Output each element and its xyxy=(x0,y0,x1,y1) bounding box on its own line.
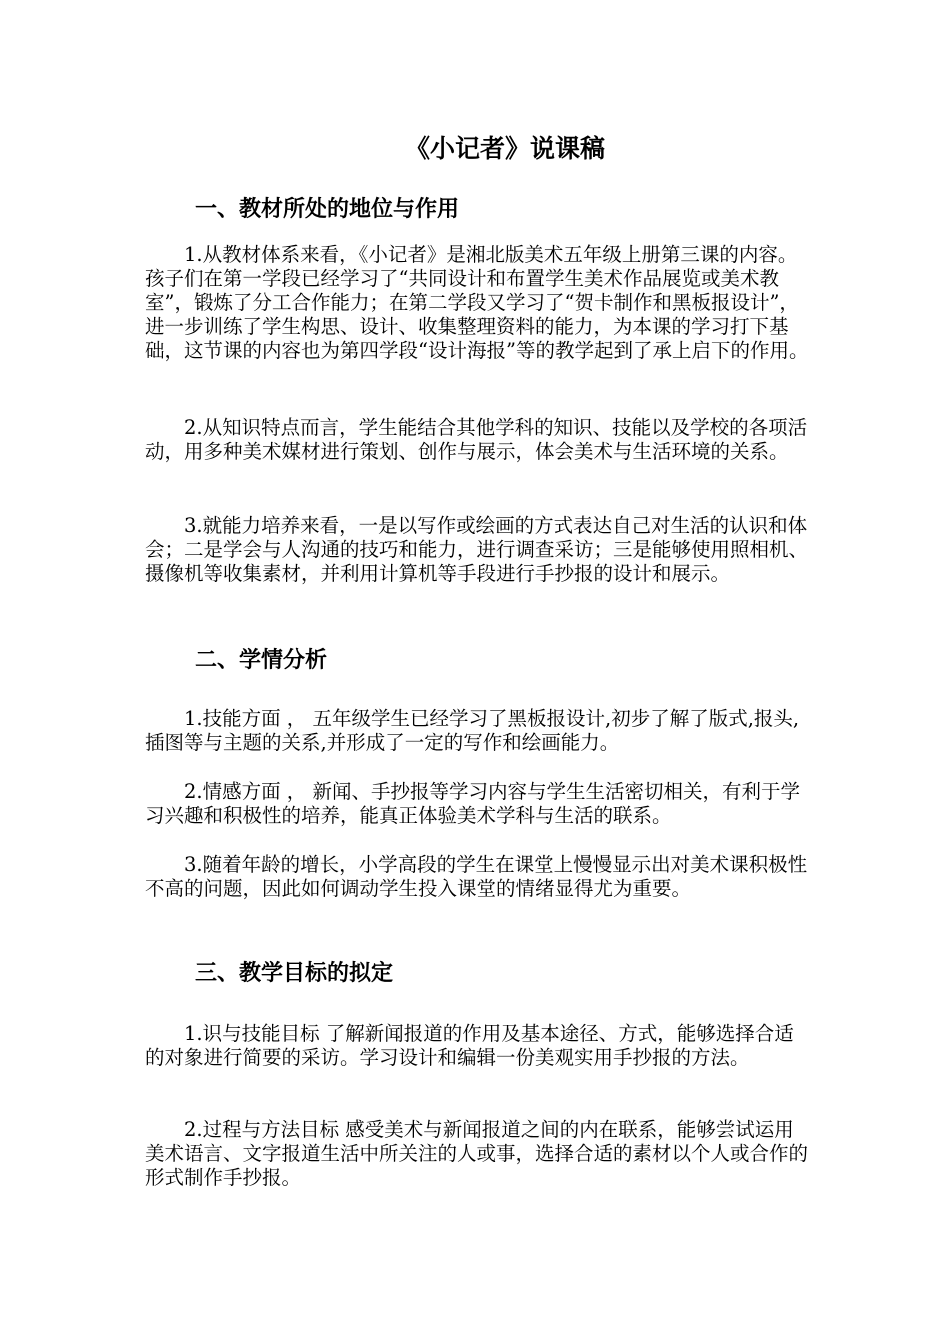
paragraph-curriculum-system: 1.从教材体系来看，《小记者》是湘北版美术五年级上册第三课的内容。孩子们在第一学段已经学习了“共同设计和布置学生美术作品展览或美术教室”，锻炼了分工合作能力；在第二学段又学习了“贺卡制作和黑板报设计”，进一步训练了学生构思、设计、收集整理资料的能力，为本课的学习打下基础，这节课的内容也为第四学段“设计海报”等的教学起到了承上启下的作用。 xyxy=(145,243,809,362)
section-heading-teaching-goals: 三、教学目标的拟定 xyxy=(195,961,394,986)
paragraph-knowledge-skill-goal: 1.识与技能目标 了解新闻报道的作用及基本途径、方式，能够选择合适的对象进行简要的采访。学习设计和编辑一份美观实用手抄报的方法。 xyxy=(145,1022,794,1069)
section-heading-student-analysis: 二、学情分析 xyxy=(195,648,328,673)
paragraph-knowledge-features: 2.从知识特点而言，学生能结合其他学科的知识、技能以及学校的各项活动，用多种美术媒材进行策划、创作与展示，体会美术与生活环境的关系。 xyxy=(145,416,808,463)
section-heading-position-role: 一、教材所处的地位与作用 xyxy=(195,197,460,222)
paragraph-emotion: 2.情感方面 ， 新闻、手抄报等学习内容与学生生活密切相关，有利于学习兴趣和积极性的培养，能真正体验美术学科与生活的联系。 xyxy=(145,780,801,827)
paragraph-ability-training: 3.就能力培养来看，一是以写作或绘画的方式表达自己对生活的认识和体会；二是学会与人沟通的技巧和能力，进行调查采访；三是能够使用照相机、摄像机等收集素材，并利用计算机等手段进行手抄报的设计和展示。 xyxy=(145,514,809,585)
paragraph-age-growth: 3.随着年龄的增长，小学高段的学生在课堂上慢慢显示出对美术课积极性不高的问题，因此如何调动学生投入课堂的情绪显得尤为重要。 xyxy=(145,853,808,900)
paragraph-skills: 1.技能方面 ， 五年级学生已经学习了黑板报设计,初步了解了版式,报头,插图等与主题的关系,并形成了一定的写作和绘画能力。 xyxy=(145,707,800,754)
paragraph-process-method-goal: 2.过程与方法目标 感受美术与新闻报道之间的内在联系，能够尝试运用美术语言、文字报道生活中所关注的人或事，选择合适的素材以个人或合作的形式制作手抄报。 xyxy=(145,1118,809,1189)
document-title: 《小记者》说课稿 xyxy=(404,134,605,163)
